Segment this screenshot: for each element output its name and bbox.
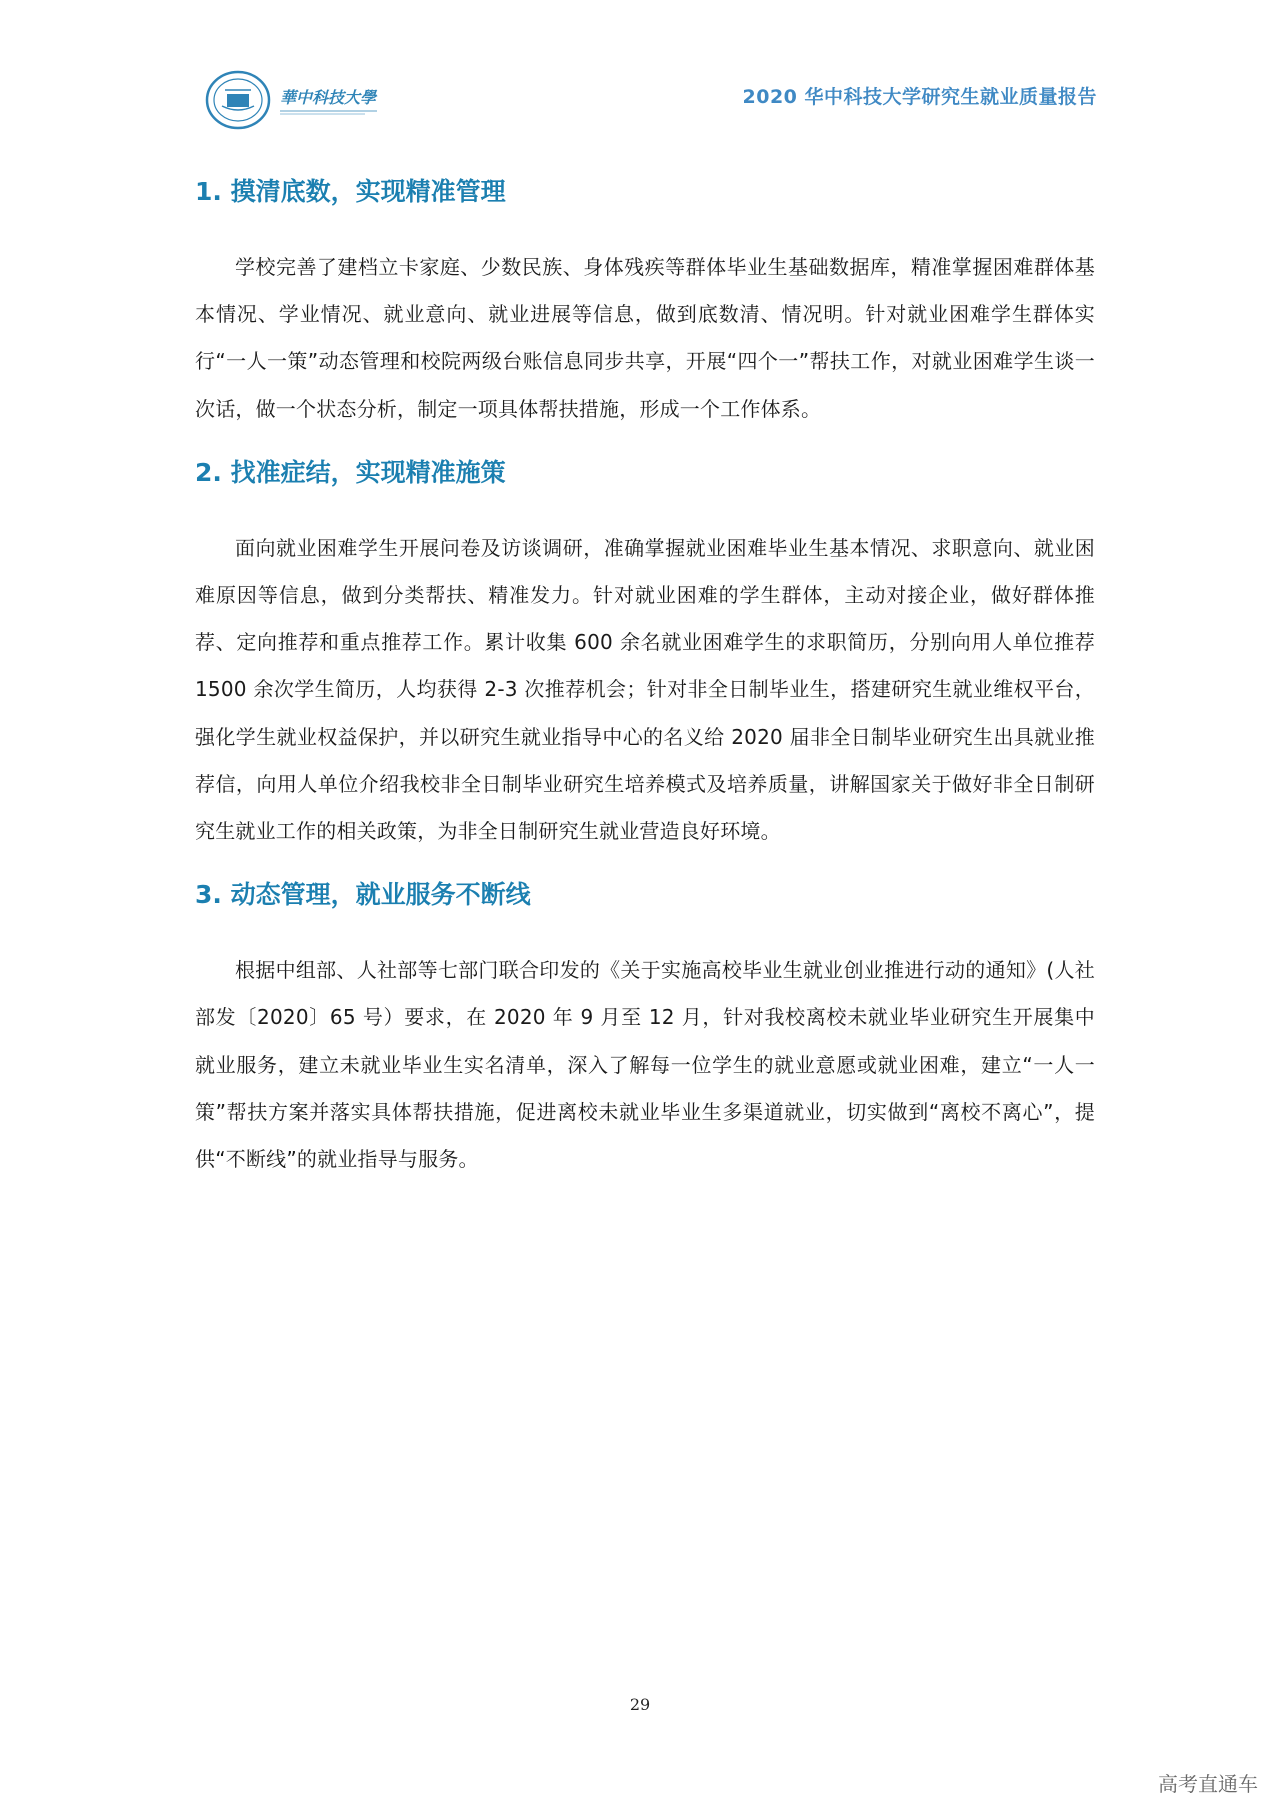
section-title: 3. 动态管理，就业服务不断线 (195, 880, 531, 910)
report-title: 2020 华中科技大学研究生就业质量报告 (742, 86, 1097, 108)
watermark: 高考直通车 (1158, 1772, 1258, 1796)
section-title: 1. 摸清底数，实现精准管理 (195, 177, 506, 206)
main-content (195, 170, 1095, 1183)
section-paragraph: 面向就业困难学生开展问卷及访谈调研，准确掌握就业困难毕业生基本情况、求职意向、就业困难原因等信息，做到分类帮扶、精准发力。针对就业困难的学生群体，主动对接企业，做好群体推荐、定向推荐和重点推荐工作。累计收集 600 余名就业困难学生的求职简历，分别向用人单位推荐 1500 余次学生简历，人均获得 2-3 次推荐机会；针对非全日制毕业生，搭建研究生就业维权平台，强化学生就业权益保护，并以研究生就业指导中心的名义给 2020 届非全日制毕业研究生出具就业推荐信，向用人单位介绍我校非全日制毕业研究生培养模式及培养质量，讲解国家关于做好非全日制研究生就业工作的相关政策，为非全日制研究生就业营造良好环境。 (195, 535, 1095, 844)
page-header (0, 0, 1280, 140)
section-paragraph: 学校完善了建档立卡家庭、少数民族、身体残疾等群体毕业生基础数据库，精准掌握困难群体基本情况、学业情况、就业意向、就业进展等信息，做到底数清、情况明。针对就业困难学生群体实行“一人一策”动态管理和校院两级台账信息同步共享，开展“四个一”帮扶工作，对就业困难学生谈一次话，做一个状态分析，制定一项具体帮扶措施，形成一个工作体系。 (195, 255, 1095, 421)
svg-text:華中科技大學: 華中科技大學 (280, 88, 377, 107)
section-paragraph: 根据中组部、人社部等七部门联合印发的《关于实施高校毕业生就业创业推进行动的通知》(人社部发〔2020〕65 号）要求，在 2020 年 9 月至 12 月，针对我校离校未就业毕业研究生开展集中就业服务，建立未就业毕业生实名清单，深入了解每一位学生的就业意愿或就业困难，建立“一人一策”帮扶方案并落实具体帮扶措施，促进离校未就业毕业生多渠道就业，切实做到“离校不离心”，提供“不断线”的就业指导与服务。 (195, 958, 1095, 1172)
page-number: 29 (629, 1695, 651, 1714)
university-logo (205, 70, 380, 130)
section-title: 2. 找准症结，实现精准施策 (195, 457, 506, 487)
university-seal-icon (205, 70, 380, 130)
